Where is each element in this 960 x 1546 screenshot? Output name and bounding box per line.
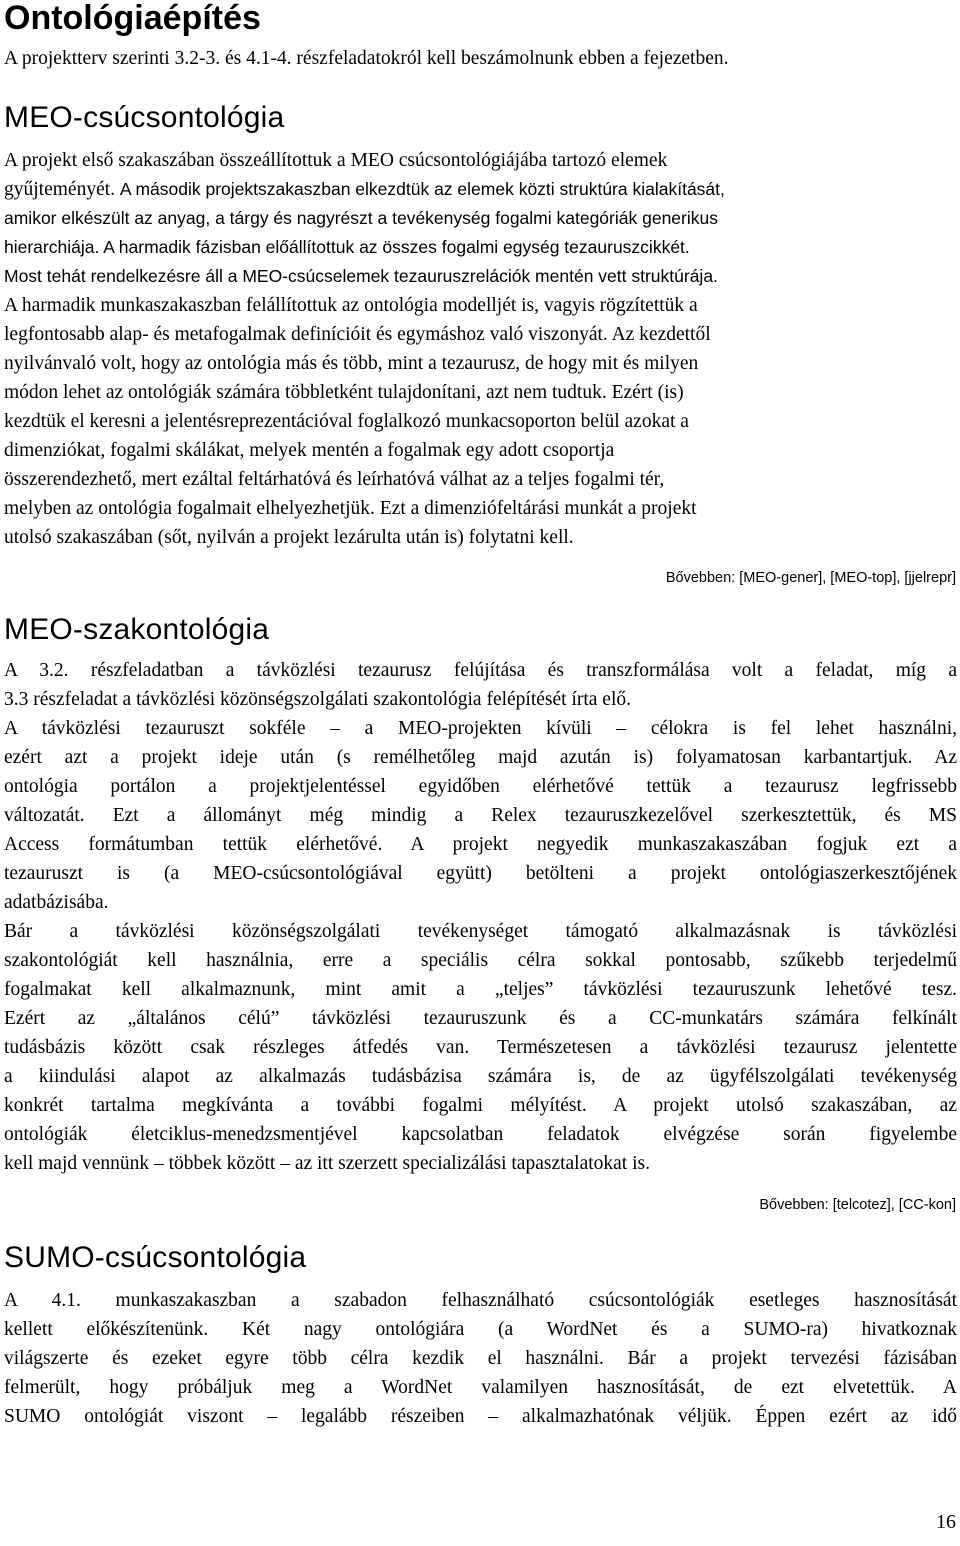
paragraph-line: világszerte és ezeket egyre több célra kezdik el használni. Bár a projekt tervezési fázisában: [4, 1348, 957, 1369]
paragraph-line: Access formátumban tettük elérhetővé. A projekt negyedik munkaszakaszában fogjuk ezt a: [4, 834, 957, 855]
paragraph-line: SUMO ontológiát viszont – legalább részeiben – alkalmazhatónak véljük. Éppen ezért az idő: [4, 1406, 957, 1427]
further-reading-note: Bővebben: [MEO-gener], [MEO-top], [jjelrepr]: [665, 570, 956, 586]
paragraph-line: nyilvánvaló volt, hogy az ontológia más és több, mint a tezaurusz, de hogy mit és milyen: [4, 353, 699, 374]
paragraph-line: 3.3 részfeladat a távközlési közönségszolgálati szakontológia felépítését írta elő.: [4, 689, 632, 710]
paragraph-line: utolsó szakaszában (sőt, nyilván a projekt lezárulta után is) folytatni kell.: [4, 527, 574, 548]
paragraph-line: ontológia portálon a projektjelentéssel egyidőben elérhetővé tettük a tezaurusz legfrissebb: [4, 776, 957, 797]
paragraph-line: A projekt első szakaszában összeállítottuk a MEO csúcsontológiájába tartozó elemek: [4, 150, 668, 171]
further-reading-note: Bővebben: [telcotez], [CC-kon]: [759, 1197, 956, 1213]
paragraph-line: összerendezhető, mert ezáltal feltárhatóvá és leírhatóvá válhat az a teljes fogalmi tér,: [4, 469, 665, 490]
paragraph-line: hierarchiája. A harmadik fázisban előállítottuk az összes fogalmi egység tezauruszcikkét.: [4, 237, 690, 257]
section-title-meo-top: MEO-csúcsontológia: [4, 101, 285, 134]
paragraph-line: felmerült, hogy próbáljuk meg a WordNet valamilyen hasznosítását, de ezt elvetettük. A: [4, 1377, 957, 1398]
paragraph-line: A távközlési tezauruszt sokféle – a MEO-projekten kívüli – célokra is fel lehet használni,: [4, 718, 957, 739]
paragraph-line: legfontosabb alap- és metafogalmak definícióit és egymáshoz való viszonyát. Az kezdettől: [4, 324, 711, 345]
paragraph-line: módon lehet az ontológiák számára többletként tulajdonítani, azt nem tudtuk. Ezért (is): [4, 382, 684, 403]
paragraph-line: kezdtük el keresni a jelentésreprezentációval foglalkozó munkacsoporton belül azokat a: [4, 411, 689, 432]
paragraph-line: A 3.2. részfeladatban a távközlési tezaurusz felújítása és transzformálása volt a feladat, míg a: [4, 660, 957, 681]
paragraph-line: szakontológiát kell használnia, erre a speciális célra sokkal pontosabb, szűkebb terjedelmű: [4, 950, 957, 971]
paragraph-line: változatát. Ezt a állományt még mindig a Relex tezauruszkezelővel szerkesztettük, és MS: [4, 805, 957, 826]
paragraph-line: kell majd vennünk – többek között – az itt szerzett specializálási tapasztalatokat is.: [4, 1153, 650, 1174]
paragraph-line: kellett előkészítenünk. Két nagy ontológiára (a WordNet és a SUMO-ra) hivatkoznak: [4, 1319, 957, 1340]
section-title-meo-domain: MEO-szakontológia: [4, 613, 270, 646]
paragraph-line: ontológiák életciklus-menedzsmentjével kapcsolatban feladatok elvégzése során figyelembe: [4, 1124, 957, 1145]
paragraph-line: Bár a távközlési közönségszolgálati tevékenységet támogató alkalmazásnak is távközlési: [4, 921, 957, 942]
paragraph-line: tezauruszt is (a MEO-csúcsontológiával együtt) betölteni a projekt ontológiaszerkesztőjének: [4, 863, 957, 884]
paragraph-line: dimenziókat, fogalmi skálákat, melyek mentén a fogalmak egy adott csoportja: [4, 440, 615, 461]
paragraph-line: fogalmakat kell alkalmaznunk, mint amit a „teljes” távközlési tezauruszunk lehetővé tesz.: [4, 979, 957, 1000]
paragraph-line: konkrét tartalma megkívánta a további fogalmi mélyítést. A projekt utolsó szakaszában, az: [4, 1095, 957, 1116]
paragraph-line: A 4.1. munkaszakaszban a szabadon felhasználható csúcsontológiák esetleges hasznosítását: [4, 1290, 957, 1311]
paragraph-line: Most tehát rendelkezésre áll a MEO-csúcselemek tezauruszrelációk mentén vett struktúrája.: [4, 266, 718, 286]
paragraph-line: gyűjteményét. A második projektszakaszban elkezdtük az elemek közti struktúra kialakítását,: [4, 179, 725, 200]
paragraph-line: adatbázisába.: [4, 892, 109, 913]
paragraph-line: ezért azt a projekt ideje után (s remélhetőleg majd azután is) folyamatosan karbantartjuk. Az: [4, 747, 957, 768]
paragraph-line: Ezért az „általános célú” távközlési tezauruszunk és a CC-munkatárs számára felkínált: [4, 1008, 957, 1029]
paragraph-line: melyben az ontológia fogalmait elhelyezhetjük. Ezt a dimenziófeltárási munkát a projekt: [4, 498, 697, 519]
paragraph-line: a kiindulási alapot az alkalmazás tudásbázisa számára is, de az ügyfélszolgálati tevékenység: [4, 1066, 957, 1087]
paragraph-line: A projektterv szerinti 3.2-3. és 4.1-4. részfeladatokról kell beszámolnunk ebben a fejezetben.: [4, 48, 729, 69]
page-number: 16: [936, 1511, 956, 1533]
paragraph-line: A harmadik munkaszakaszban felállítottuk az ontológia modelljét is, vagyis rögzítettük a: [4, 295, 698, 316]
paragraph-line: tudásbázis között csak részleges átfedés van. Természetesen a távközlési tezaurusz jelentette: [4, 1037, 957, 1058]
chapter-title: Ontológiaépítés: [4, 0, 261, 37]
section-title-sumo: SUMO-csúcsontológia: [4, 1241, 307, 1274]
paragraph-line: amikor elkészült az anyag, a tárgy és nagyrészt a tevékenység fogalmi kategóriák generikus: [4, 208, 718, 228]
